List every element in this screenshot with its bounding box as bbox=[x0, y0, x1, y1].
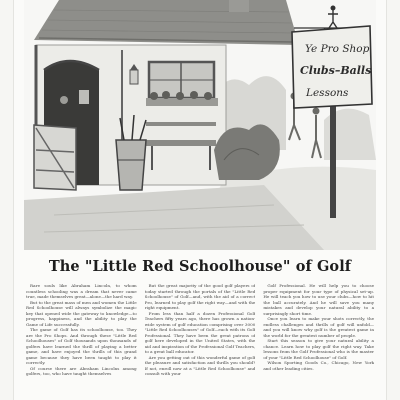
article-column-1 bbox=[26, 283, 137, 400]
paragraph: Start this season to give your natural ability a chance. Learn how to play golf the right way. Take lessons from the Golf Professional who is the master of your "Little Red Schoolhouse" of Golf. bbox=[263, 338, 374, 360]
article-column-2 bbox=[145, 283, 256, 400]
paragraph: Wilson Sporting Goods Co., Chicago, New York and other leading cities. bbox=[263, 360, 374, 371]
sign-line-clubs-balls: Clubs–Balls bbox=[300, 64, 372, 77]
paragraph: The game of Golf has its schoolhouse, too. They are the Pro Shops. And through these "Little Red Schoolhouses" of Golf thousands upon thousands of golfers have learned the thrill of playing a better game, and have enjoyed the thrills of this grand game because they have been taught to play it correctly. bbox=[26, 327, 137, 365]
paragraph: From less than half a dozen Professional Golf Teachers fifty years ago, there has grown a nation-wide system of golf education comprising over 3000 "Little Red Schoolhouses" of Golf—each with its Golf Professional. They have been the great patrons of golf here developed in the United States, with the aid and inspiration of the Professional Golf Teachers, to a great ball educator. bbox=[144, 310, 256, 354]
paragraph: Are you getting out of this wonderful game of golf the pleasure and satisfaction and thrills you should? If not, enroll now at a "Little Red Schoolhouse" and consult with your bbox=[144, 354, 256, 376]
article-body bbox=[26, 283, 374, 400]
paragraph: But to the great mass of men and women the Little Red Schoolhouse will always symbolize the magic key that opened wide the gateway to knowledge—to progress, happiness, and the ability to play the Game of Life successfully. bbox=[26, 299, 137, 327]
paragraph: Rare souls like Abraham Lincoln, to whom countless schooling was a dream that never came true, made themselves great—alone—the hard way. bbox=[26, 283, 137, 299]
pro-shop-drawing bbox=[24, 0, 376, 250]
sign-line-lessons: Lessons bbox=[306, 87, 349, 99]
paragraph: Once you learn to make your shots correctly, the endless challenges and thrills of golf will unfold—and you will know why golf is the greatest game in the world for the greatest number of people. bbox=[263, 316, 374, 338]
pro-shop-illustration bbox=[24, 0, 376, 250]
article-column-3 bbox=[263, 283, 374, 400]
article-headline: The "Little Red Schoolhouse" of Golf bbox=[48, 258, 352, 275]
sign-line-pro-shop: Ye Pro Shop bbox=[305, 43, 370, 55]
paragraph: But the great majority of the good golf players of today started through the portals of the "Little Red Schoolhouse" of Golf—and, with the aid of a correct Pro, learned to play golf the right way—and with the right equipment. bbox=[144, 283, 256, 310]
paragraph: Golf Professional. He will help you to choose proper equipment for your type of physical set-up. He will teach you how to use your clubs—how to hit the ball accurately. And he will save you many mistakes and develop your natural ability to a surprisingly short time. bbox=[263, 283, 374, 316]
paragraph: Of course there are Abraham Lincolns among golfers, too, who have taught themselves bbox=[26, 365, 137, 376]
magazine-page bbox=[14, 0, 386, 400]
